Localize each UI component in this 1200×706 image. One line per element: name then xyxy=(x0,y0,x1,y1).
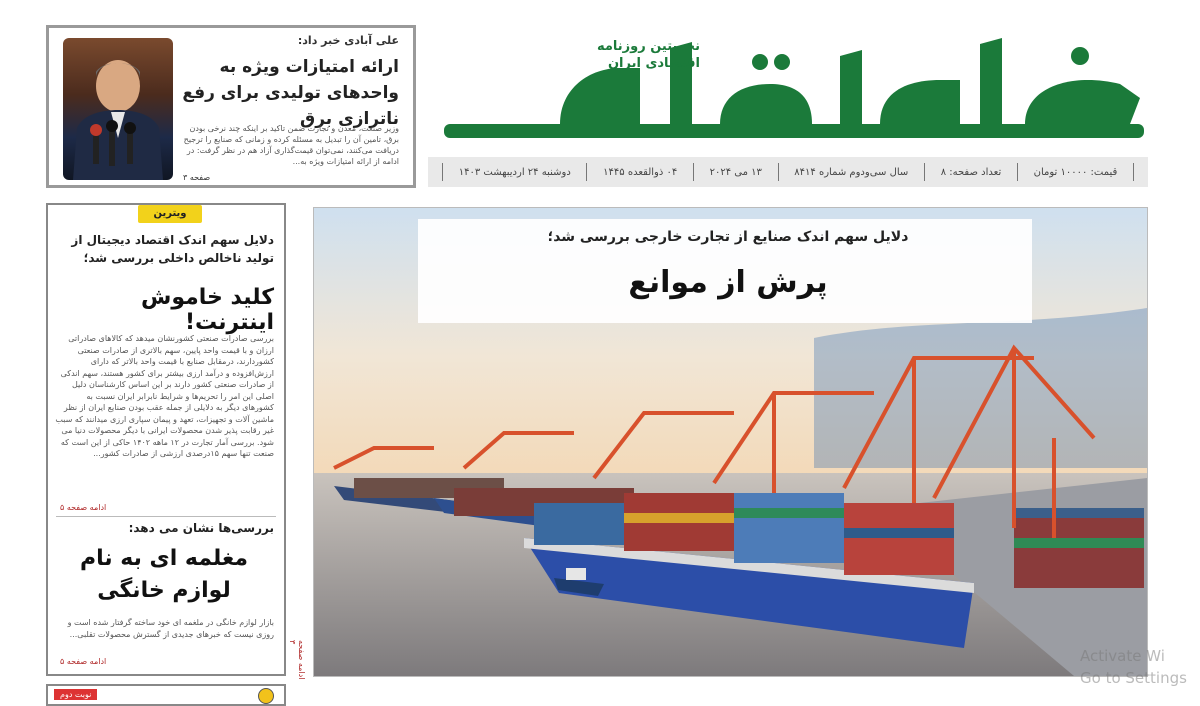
main-headline-box[interactable] xyxy=(418,219,1032,323)
divider xyxy=(778,163,779,181)
divider xyxy=(1017,163,1018,181)
vertical-page-ref[interactable]: ادامه صفحه ۳ xyxy=(288,640,306,680)
story1-kicker: دلایل سهم اندک اقتصاد دیجیتال از تولید ناخالص داخلی بررسی شد؛ xyxy=(71,233,274,265)
divider xyxy=(924,163,925,181)
teaser-headline[interactable]: ارائه امتیازات ویژه به واحدهای تولیدی برای رفع ناترازی برق xyxy=(182,57,399,129)
teaser-page-ref[interactable]: صفحه ۳ xyxy=(183,173,211,182)
divider xyxy=(693,163,694,181)
story2-page-ref[interactable]: ادامه صفحه ۵ xyxy=(60,657,107,666)
left-column xyxy=(46,203,286,676)
teaser-box[interactable] xyxy=(46,25,416,188)
story1-page-ref[interactable]: ادامه صفحه ۵ xyxy=(60,503,107,512)
divider xyxy=(1133,163,1134,181)
page-count: تعداد صفحه: ۸ xyxy=(940,166,1002,178)
divider xyxy=(56,516,276,517)
watermark-line2: Go to Settings xyxy=(1080,669,1187,687)
minister-photo xyxy=(63,38,173,180)
date-gregorian: ۱۳ می ۲۰۲۴ xyxy=(709,166,762,178)
teaser-kicker: علی آبادی خبر داد: xyxy=(297,34,399,47)
date-shamsi: دوشنبه ۲۴ اردیبهشت ۱۴۰۳ xyxy=(458,166,571,178)
issue-number: سال سی‌ودوم شماره ۸۴۱۴ xyxy=(794,166,909,178)
story2-kicker: بررسی‌ها نشان می دهد: xyxy=(128,521,274,535)
story2-body: بازار لوازم خانگی در ملغمه ای خود ساخته گرفتار شده است و روزی نیست که خبرهای جدیدی از گسترش محصولات تقلبی... xyxy=(67,618,274,639)
windows-activation-watermark xyxy=(1080,645,1200,689)
section-badge: ویترین xyxy=(138,205,202,223)
story1-headline[interactable]: کلید خاموش اینترنت! xyxy=(140,285,274,335)
emblem-icon xyxy=(258,688,274,704)
watermark-line1: Activate Wi xyxy=(1080,647,1165,665)
price: قیمت: ۱۰۰۰۰ تومان xyxy=(1033,166,1118,178)
date-hijri: ۰۴ ذوالقعده ۱۴۴۵ xyxy=(603,166,678,178)
masthead xyxy=(440,28,1160,148)
portrait-image xyxy=(63,38,173,180)
bottom-tag: نوبت دوم xyxy=(54,689,97,700)
masthead-logo xyxy=(440,28,1160,148)
teaser-body: وزیر صنعت، معدن و تجارت ضمن تاکید بر اینکه چند نرخی بودن برق، تامین آن را تبدیل به مسئله کرده و زمانی که صنایع را ترجیح دریافت می‌کنند، نمی‌توان قیمت‌گذاری آزاد هم در نظر گرفت: در ادامه از ارائه امتیازات ویژه به... xyxy=(183,124,399,166)
tagline-line2: اقتصادی ایران xyxy=(607,56,700,71)
story1-body: بررسی صادرات صنعتی کشورنشان میدهد که کالاهای صادراتی ارزان و با قیمت واحد پایین، سهم بالاتری از صادرات صنعتی کشوردارند، درمقابل صنایع با قیمت واحد بالاتر که دارای ارزش‌افزوده و درآمد ارزی بیشتر برای کشور هستند، سهم اندکی از صادرات صنعتی کشور دارند بر این اساس کارشناسان دلیل اصلی این امر را تحریم‌ها و شرایط نابرابر ایران نسبت به کشورهای دیگر به دلایلی از جمله عقب بودن صنایع ایران از نظر ماشین آلات و تجهیزات، تعهد و پیمان سپاری ارزی میدانند که سبب غیر رقابت پذیر شدن محصولات ایرانی با دیگر محصولات دنیا می شود. بررسی آمار تجارت در ۱۲ ماهه ۱۴۰۲ حاکی از این است که صنعت تنها سهم ۱۵درصدی ارزشی از صادرات کشور... xyxy=(55,334,274,458)
tagline-line1: نخستین روزنامه xyxy=(596,39,700,54)
date-bar xyxy=(428,157,1148,187)
main-kicker: دلایل سهم اندک صنایع از تجارت خارجی بررسی شد؛ xyxy=(547,229,909,245)
masthead-tagline xyxy=(597,38,700,72)
divider xyxy=(586,163,587,181)
bottom-strip xyxy=(46,684,286,706)
main-title[interactable]: پرش از موانع xyxy=(628,265,828,300)
divider xyxy=(442,163,443,181)
story2-headline[interactable]: مغلمه ای به نام لوازم خانگی xyxy=(79,546,249,603)
